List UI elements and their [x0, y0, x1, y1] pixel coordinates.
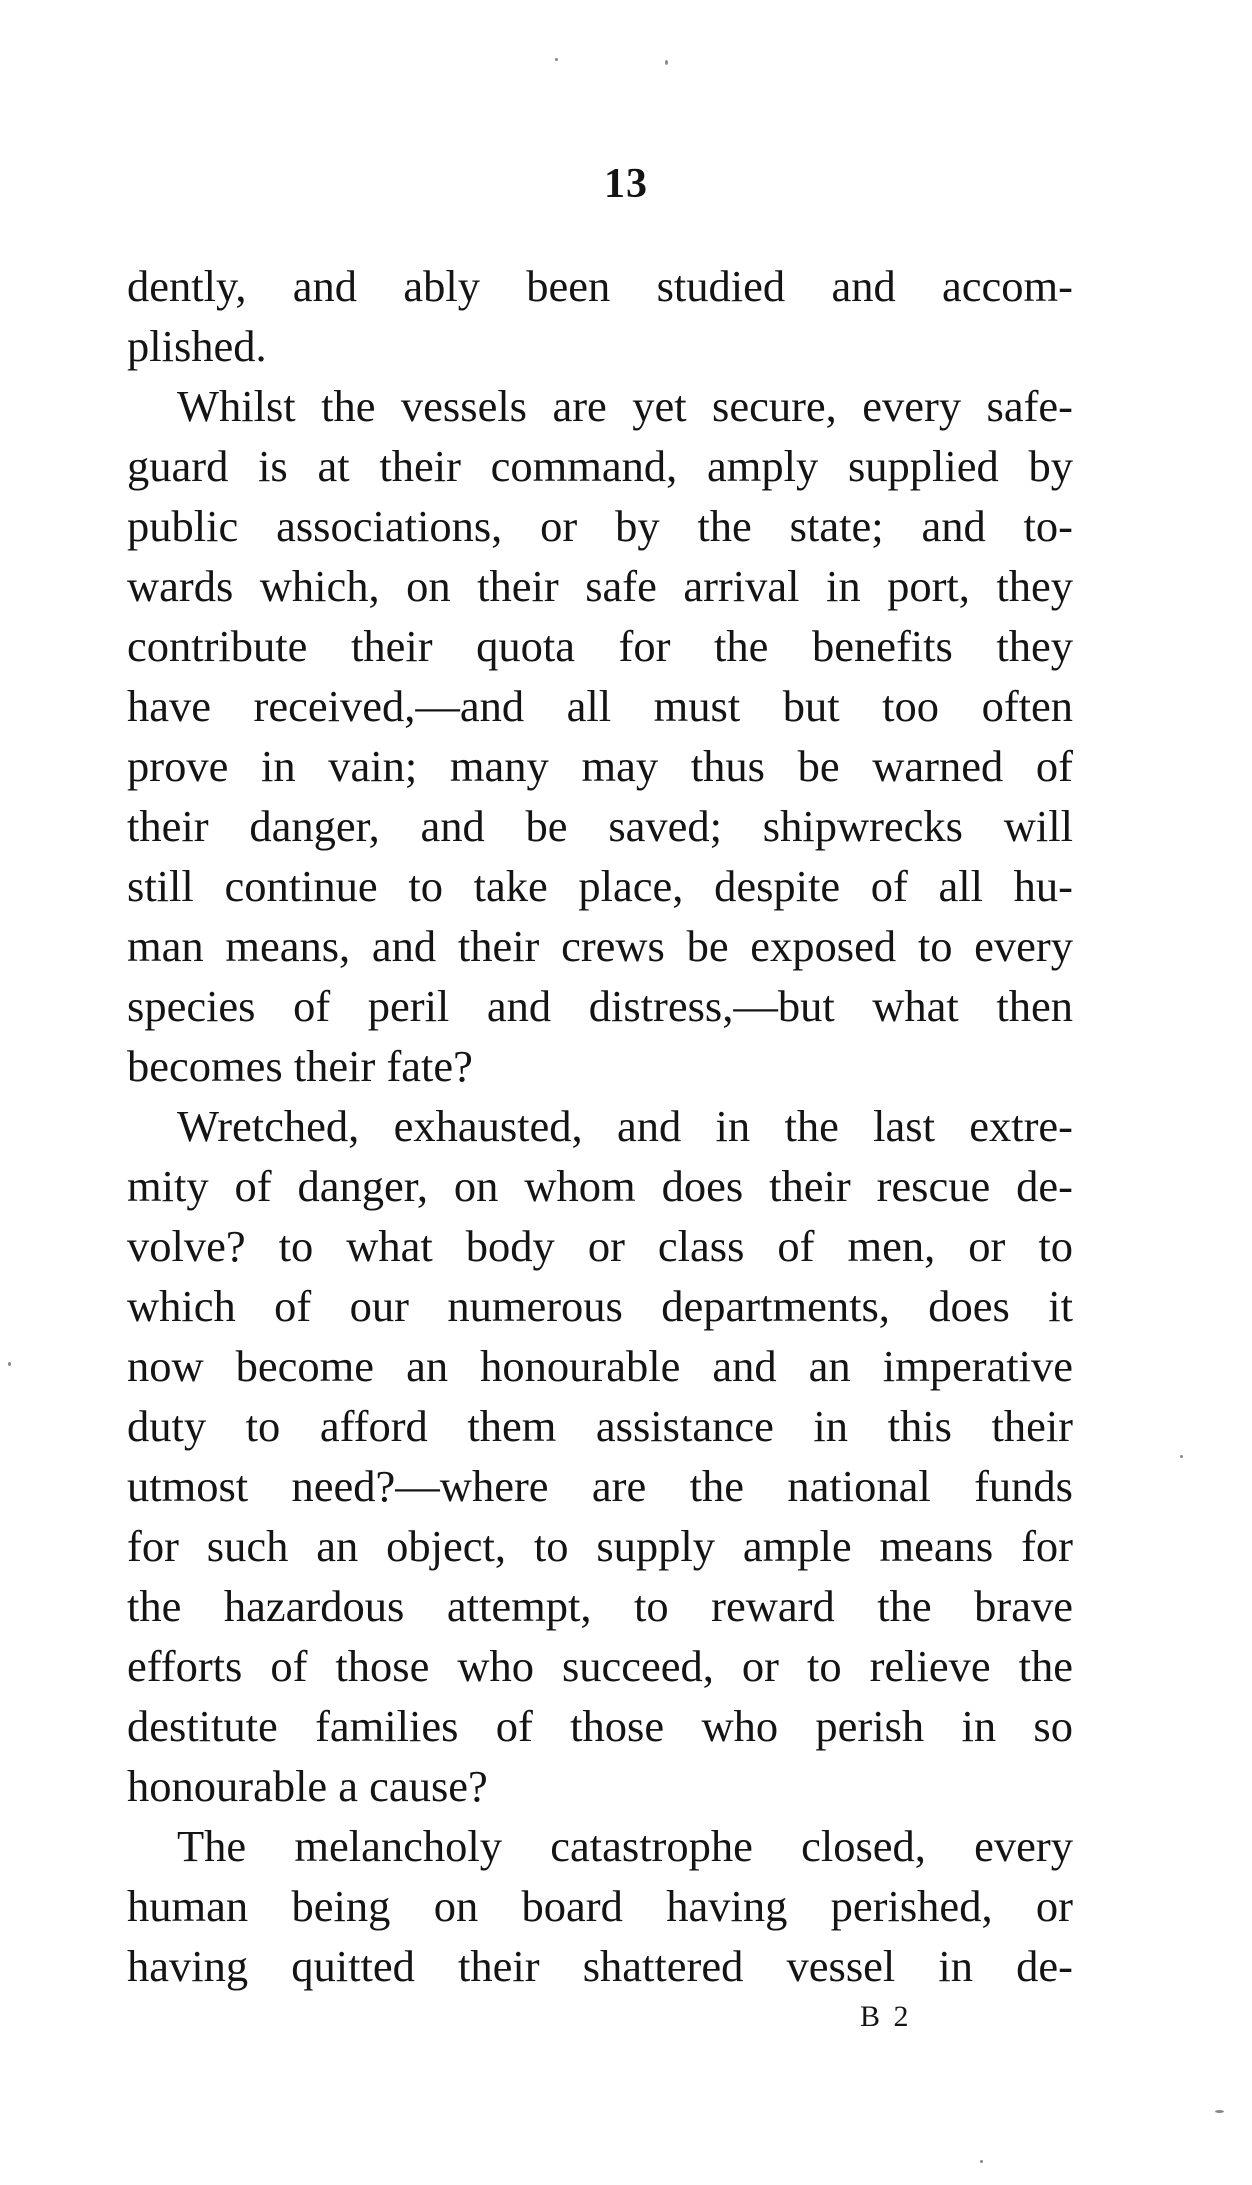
paragraph [127, 256, 1073, 376]
body-text [127, 256, 1073, 1996]
text-line: The melancholy catastrophe closed, every [177, 1821, 1073, 1871]
text-line: prove in vain; many may thus be warned of [127, 741, 1073, 791]
signature-mark: B 2 [860, 2000, 912, 2033]
text-line: the hazardous attempt, to reward the brave [127, 1581, 1073, 1631]
text-line: contribute their quota for the benefits they [127, 621, 1073, 671]
paper-speck [8, 1362, 11, 1366]
paper-speck [1215, 2110, 1224, 2113]
paper-speck [1180, 1455, 1183, 1458]
paper-speck [555, 58, 558, 61]
text-line: which of our numerous departments, does it [127, 1281, 1073, 1331]
text-line: still continue to take place, despite of all hu- [127, 861, 1073, 911]
paper-speck [665, 60, 668, 65]
text-line: destitute families of those who perish in so [127, 1701, 1073, 1751]
text-line: have received,—and all must but too often [127, 681, 1073, 731]
text-line: man means, and their crews be exposed to every [127, 921, 1073, 971]
text-line: wards which, on their safe arrival in port, they [127, 561, 1073, 611]
text-line: Wretched, exhausted, and in the last extre- [177, 1101, 1073, 1151]
paragraph [127, 1816, 1073, 1996]
text-line: public associations, or by the state; and to- [127, 501, 1073, 551]
text-line: for such an object, to supply ample means for [127, 1521, 1073, 1571]
text-line: human being on board having perished, or [127, 1881, 1073, 1931]
text-line: efforts of those who succeed, or to relieve the [127, 1641, 1073, 1691]
text-line: having quitted their shattered vessel in de- [127, 1941, 1073, 1991]
text-line: mity of danger, on whom does their rescue de- [127, 1161, 1073, 1211]
text-line: duty to afford them assistance in this their [127, 1401, 1073, 1451]
text-line: becomes their fate? [127, 1041, 473, 1091]
paragraph [127, 376, 1073, 1096]
text-line: now become an honourable and an imperative [127, 1341, 1073, 1391]
text-line: species of peril and distress,—but what then [127, 981, 1073, 1031]
text-line: Whilst the vessels are yet secure, every safe- [177, 381, 1073, 431]
text-line: dently, and ably been studied and accom- [127, 261, 1073, 311]
text-line: honourable a cause? [127, 1761, 488, 1811]
text-line: guard is at their command, amply supplied by [127, 441, 1073, 491]
text-line: plished. [127, 321, 267, 371]
text-line: volve? to what body or class of men, or to [127, 1221, 1073, 1271]
paper-speck [980, 2160, 983, 2163]
text-line: their danger, and be saved; shipwrecks will [127, 801, 1073, 851]
paragraph [127, 1096, 1073, 1816]
page-number: 13 [604, 161, 648, 207]
text-line: utmost need?—where are the national funds [127, 1461, 1073, 1511]
